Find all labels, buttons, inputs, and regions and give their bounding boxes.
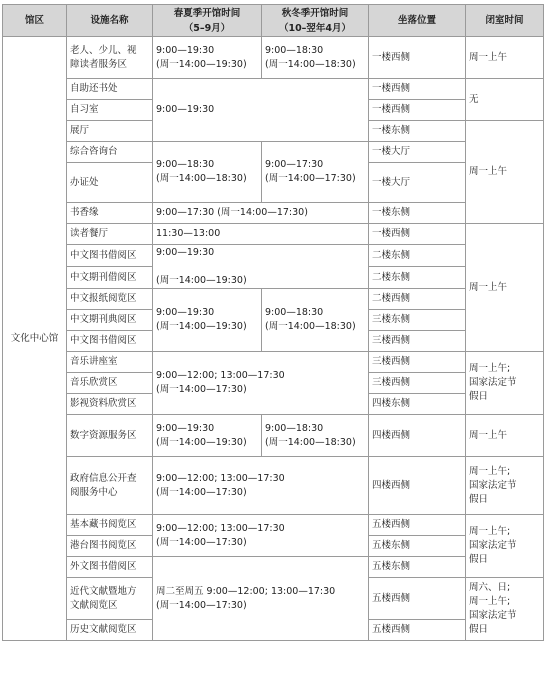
facility-cell: 自习室 — [67, 100, 153, 121]
facility-cell: 外文图书借阅区 — [67, 557, 153, 578]
location-cell: 一楼大厅 — [369, 163, 466, 203]
header-autumn-title: 秋冬季开馆时间 — [281, 7, 349, 19]
time-cell: 11:30—13:00 — [153, 224, 369, 245]
facility-cell: 展厅 — [67, 121, 153, 142]
location-cell: 四楼西侧 — [369, 415, 466, 457]
table-row — [3, 245, 544, 267]
area-cell: 文化中心馆 — [3, 37, 67, 641]
facility-cell: 中文报纸阅览区 — [67, 289, 153, 310]
table-row — [3, 203, 544, 224]
table-row — [3, 557, 544, 578]
facility-cell: 近代文献暨地方 文献阅览区 — [67, 578, 153, 620]
spring-time-cell: 9:00—18:30 (周一14:00—18:30) — [153, 142, 262, 203]
closed-cell: 周一上午 — [466, 415, 544, 457]
facility-cell: 历史文献阅览区 — [67, 620, 153, 641]
header-spring — [153, 5, 262, 37]
facility-cell: 音乐讲座室 — [67, 352, 153, 373]
facility-cell: 数字资源服务区 — [67, 415, 153, 457]
time-cell: 9:00—12:00; 13:00—17:30 (周一14:00—17:30) — [153, 352, 369, 415]
location-cell: 五楼西侧 — [369, 515, 466, 536]
facility-cell: 影视资料欣赏区 — [67, 394, 153, 415]
header-facility: 设施名称 — [67, 5, 153, 37]
facility-cell: 书香缘 — [67, 203, 153, 224]
header-row — [3, 5, 544, 37]
location-cell: 一楼西侧 — [369, 224, 466, 245]
closed-cell: 周一上午; 国家法定节 假日 — [466, 515, 544, 578]
location-cell: 一楼大厅 — [369, 142, 466, 163]
facility-cell: 中文期刊借阅区 — [67, 267, 153, 289]
facility-cell: 中文期刊典阅区 — [67, 310, 153, 331]
table-row — [3, 37, 544, 79]
closed-cell: 周六、日; 周一上午; 国家法定节 假日 — [466, 578, 544, 641]
table-row — [3, 224, 544, 245]
spring-time-cell: 9:00—19:30 (周一14:00—19:30) — [153, 289, 262, 352]
table-row — [3, 142, 544, 163]
table-row — [3, 352, 544, 373]
facility-cell: 办证处 — [67, 163, 153, 203]
location-cell: 五楼东侧 — [369, 536, 466, 557]
closed-cell: 周一上午; 国家法定节 假日 — [466, 352, 544, 415]
closed-cell: 周一上午; 国家法定节 假日 — [466, 457, 544, 515]
location-cell: 一楼西侧 — [369, 37, 466, 79]
header-spring-sub: （5–9月） — [183, 22, 231, 34]
time-cell: 周二至周五 9:00—12:00; 13:00—17:30 (周一14:00—17:30) — [153, 557, 369, 641]
location-cell: 五楼西侧 — [369, 578, 466, 620]
facility-cell: 政府信息公开查 阅服务中心 — [67, 457, 153, 515]
facility-cell: 老人、少儿、视 障读者服务区 — [67, 37, 153, 79]
header-area: 馆区 — [3, 5, 67, 37]
autumn-time-cell: 9:00—17:30 (周一14:00—17:30) — [262, 142, 369, 203]
facility-cell: 读者餐厅 — [67, 224, 153, 245]
closed-cell: 周一上午 — [466, 121, 544, 224]
facility-cell: 自助还书处 — [67, 79, 153, 100]
facility-cell: 中文图书借阅区 — [67, 331, 153, 352]
time-cell: 9:00—12:00; 13:00—17:30 (周一14:00—17:30) — [153, 515, 369, 557]
time-cell: 9:00—17:30 (周一14:00—17:30) — [153, 203, 369, 224]
header-autumn — [262, 5, 369, 37]
spring-time-cell: 9:00—19:30 (周一14:00—19:30) — [153, 37, 262, 79]
opening-hours-table — [2, 4, 544, 641]
location-cell: 二楼西侧 — [369, 289, 466, 310]
time-cell: 9:00—19:30 (周一14:00—19:30) — [153, 245, 369, 289]
autumn-time-cell: 9:00—18:30 (周一14:00—18:30) — [262, 289, 369, 352]
facility-cell: 中文图书借阅区 — [67, 245, 153, 267]
table-row — [3, 289, 544, 310]
location-cell: 三楼西侧 — [369, 331, 466, 352]
location-cell: 一楼东侧 — [369, 121, 466, 142]
location-cell: 五楼西侧 — [369, 620, 466, 641]
facility-cell: 基本藏书阅览区 — [67, 515, 153, 536]
header-spring-title: 春夏季开馆时间 — [173, 7, 241, 19]
closed-cell: 周一上午 — [466, 37, 544, 79]
facility-cell: 港台图书阅览区 — [67, 536, 153, 557]
table-row — [3, 457, 544, 515]
closed-cell: 周一上午 — [466, 224, 544, 352]
table-row — [3, 79, 544, 100]
location-cell: 四楼西侧 — [369, 457, 466, 515]
location-cell: 三楼西侧 — [369, 352, 466, 373]
closed-cell: 无 — [466, 79, 544, 121]
autumn-time-cell: 9:00—18:30 (周一14:00—18:30) — [262, 415, 369, 457]
time-cell: 9:00—19:30 — [153, 79, 369, 142]
location-cell: 五楼东侧 — [369, 557, 466, 578]
location-cell: 三楼西侧 — [369, 373, 466, 394]
header-autumn-sub: （10–翌年4月） — [278, 22, 352, 34]
table-row — [3, 515, 544, 536]
table-row — [3, 415, 544, 457]
location-cell: 一楼东侧 — [369, 203, 466, 224]
location-cell: 四楼东侧 — [369, 394, 466, 415]
facility-cell: 综合咨询台 — [67, 142, 153, 163]
location-cell: 一楼西侧 — [369, 100, 466, 121]
header-closed: 闭室时间 — [466, 5, 544, 37]
location-cell: 一楼西侧 — [369, 79, 466, 100]
autumn-time-cell: 9:00—18:30 (周一14:00—18:30) — [262, 37, 369, 79]
facility-cell: 音乐欣赏区 — [67, 373, 153, 394]
time-cell: 9:00—12:00; 13:00—17:30 (周一14:00—17:30) — [153, 457, 369, 515]
location-cell: 三楼东侧 — [369, 310, 466, 331]
location-cell: 二楼东侧 — [369, 245, 466, 267]
spring-time-cell: 9:00—19:30 (周一14:00—19:30) — [153, 415, 262, 457]
header-location: 坐落位置 — [369, 5, 466, 37]
location-cell: 二楼东侧 — [369, 267, 466, 289]
